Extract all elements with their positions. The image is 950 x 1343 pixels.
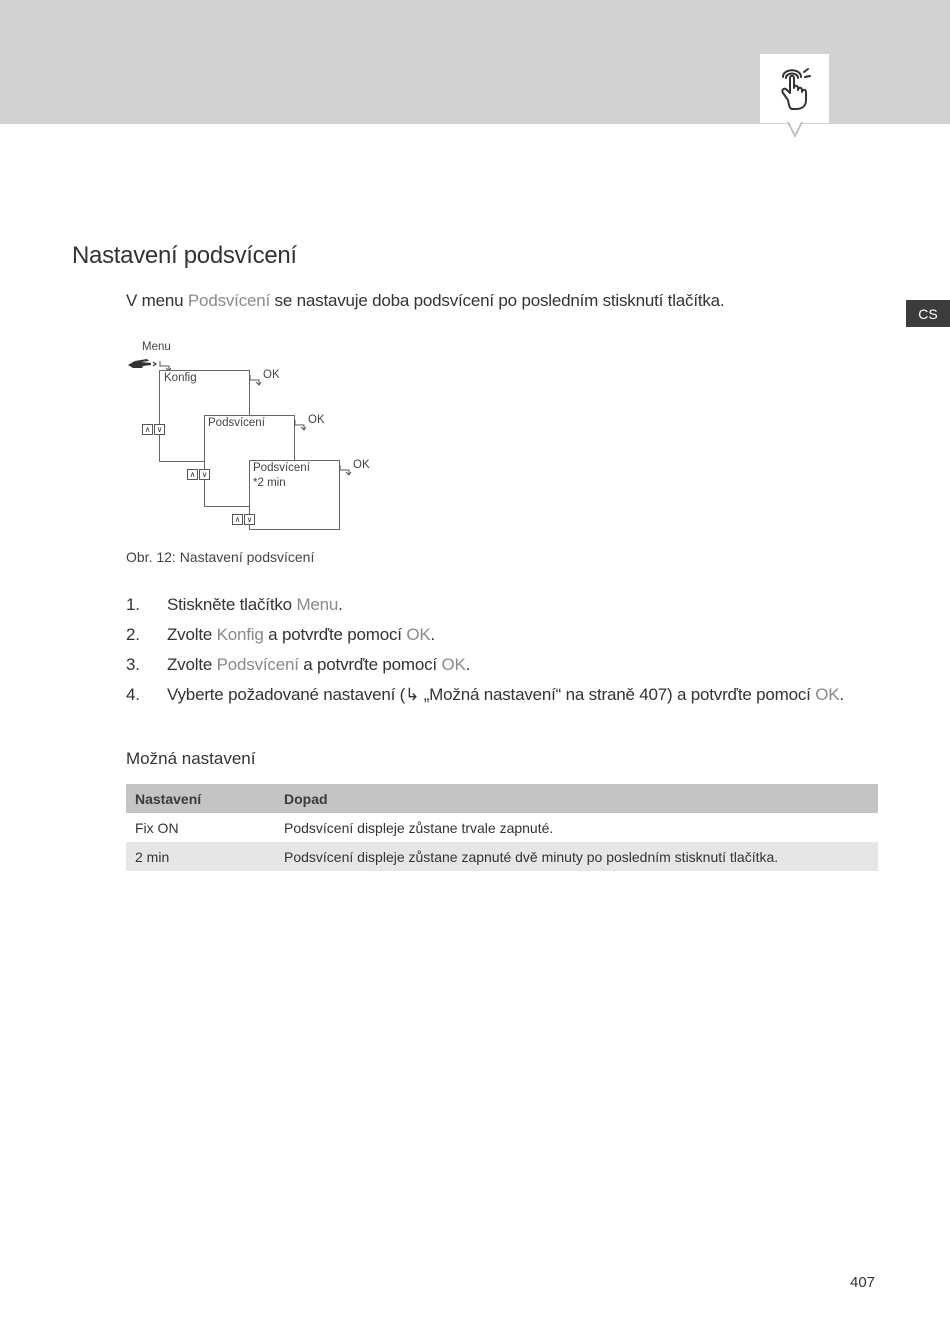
language-tab: CS [906,300,950,327]
diagram-ok-label-1: OK [263,369,280,381]
down-key-icon: ∨ [244,514,255,525]
diagram-menu-label: Menu [142,341,171,353]
ok-arrow-icon [248,374,262,386]
section-heading: Možná nastavení [126,749,256,768]
table-cell: Podsvícení displeje zůstane trvale zapnuté. [284,819,554,836]
menu-diagram [126,338,386,538]
cross-reference-link[interactable]: „Možná nastavení“ na straně 407) a potvrďte pomocí [419,685,816,704]
column-header: Dopad [275,784,878,813]
page-number: 407 [850,1274,876,1291]
intro-paragraph: V menu Podsvícení se nastavuje doba podsvícení po posledním stisknutí tlačítka. [126,291,725,310]
table-header-row [126,784,878,813]
table-row [126,842,878,871]
hand-touch-icon [760,54,829,123]
list-item: 1. Stiskněte tlačítko Menu. [126,595,343,614]
up-down-keys [232,514,256,525]
ok-arrow-icon [338,464,352,476]
down-key-icon: ∨ [199,469,210,480]
page-title: Nastavení podsvícení [72,242,297,269]
up-down-keys [187,469,211,480]
diagram-box-podsviceni-label: Podsvícení [208,417,265,429]
diagram-ok-label-3: OK [353,459,370,471]
down-key-icon: ∨ [154,424,165,435]
column-header: Nastavení [126,784,275,813]
table-cell: Fix ON [135,819,179,836]
table-row [126,813,878,842]
list-item: 4. Vyberte požadované nastavení (↳ „Možná nastavení“ na straně 407) a potvrďte pomocí OK. [126,685,844,704]
diagram-box-value-label: Podsvícení [253,462,310,474]
list-item: 3. Zvolte Podsvícení a potvrďte pomocí OK. [126,655,471,674]
list-item: 2. Zvolte Konfig a potvrďte pomocí OK. [126,625,436,644]
options-table [126,784,878,871]
up-key-icon: ∧ [232,514,243,525]
up-key-icon: ∧ [142,424,153,435]
cross-reference-icon: ↳ [405,685,420,704]
diagram-box-value-setting: *2 min [253,477,286,489]
steps-list [126,594,844,714]
up-down-keys [142,424,166,435]
table-cell: 2 min [126,842,275,871]
up-key-icon: ∧ [187,469,198,480]
pointing-hand-icon [127,355,157,371]
diagram-box-konfig-label: Konfig [164,372,197,384]
diagram-ok-label-2: OK [308,414,325,426]
table-cell: Podsvícení displeje zůstane zapnuté dvě minuty po posledním stisknutí tlačítka. [275,842,878,871]
figure-caption: Obr. 12: Nastavení podsvícení [126,549,315,565]
ok-arrow-icon [293,419,307,431]
